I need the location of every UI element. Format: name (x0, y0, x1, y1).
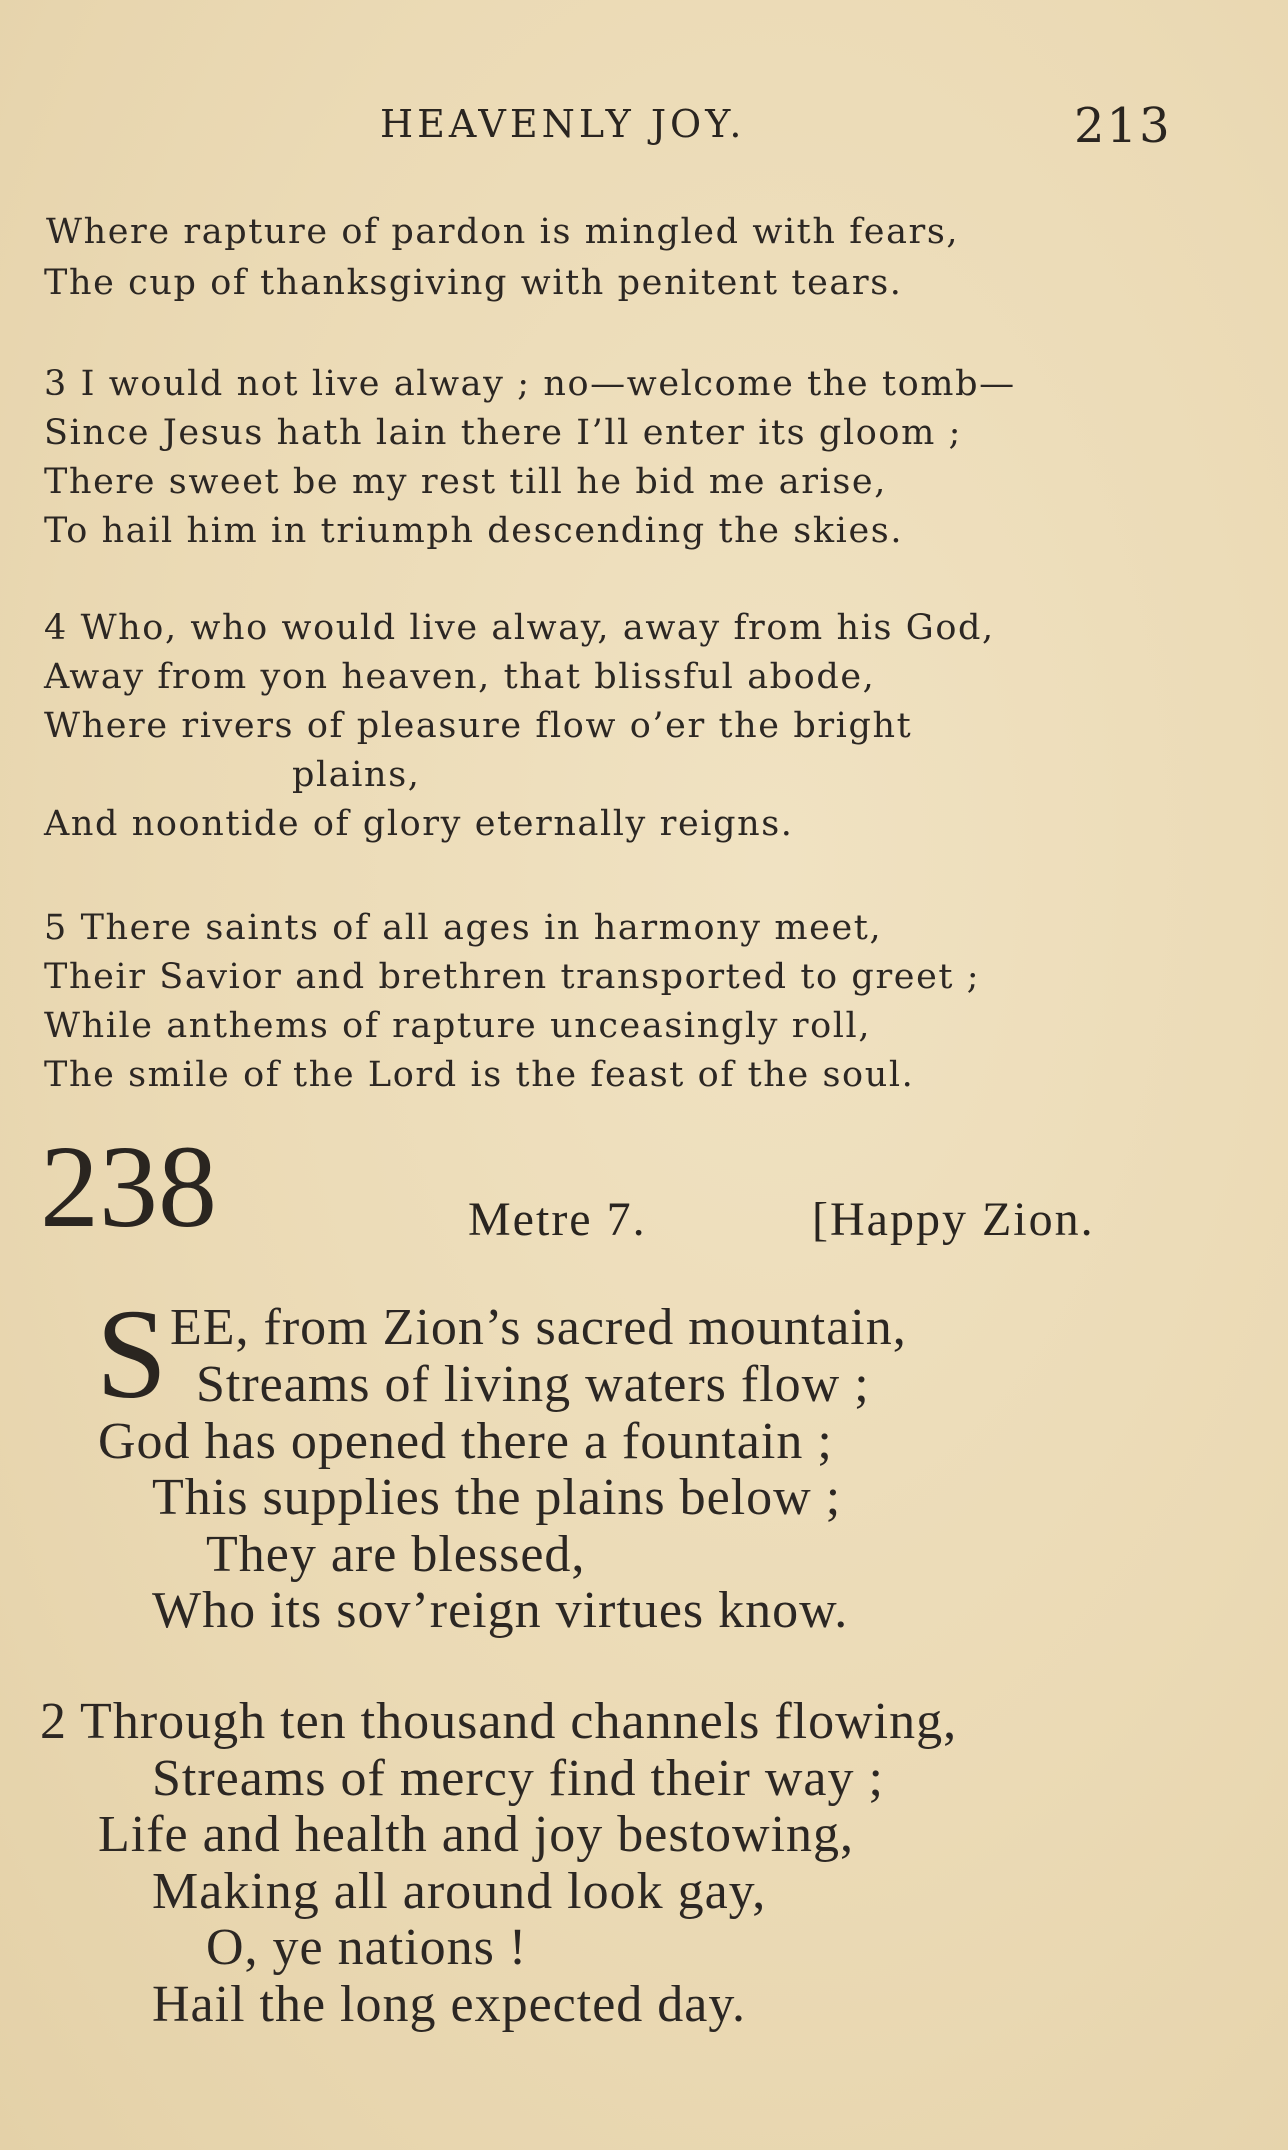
verse-line: Since Jesus hath lain there I’ll enter its gloom ; (44, 413, 962, 453)
verse-line: Who its sov’reign virtues know. (152, 1582, 849, 1639)
verse-line: There sweet be my rest till he bid me arise, (44, 462, 887, 502)
verse-line: Hail the long expected day. (152, 1976, 746, 2033)
verse-line: Making all around look gay, (152, 1863, 767, 1920)
verse-line: While anthems of rapture unceasingly roll, (44, 1006, 872, 1046)
verse-line: Where rapture of pardon is mingled with fears, (46, 212, 960, 252)
verse-line: Away from yon heaven, that blissful abode, (44, 657, 876, 697)
verse-line: The cup of thanksgiving with penitent tears. (44, 263, 903, 303)
verse-line: To hail him in triumph descending the skies. (44, 511, 904, 551)
verse-line: And noontide of glory eternally reigns. (44, 804, 794, 844)
verse-line: They are blessed, (206, 1526, 586, 1583)
page-number: 213 (1074, 98, 1172, 154)
verse-line: This supplies the plains below ; (152, 1469, 842, 1526)
verse-line: Streams of living waters flow ; (196, 1356, 870, 1413)
verse-line: God has opened there a fountain ; (98, 1413, 833, 1470)
verse-line: 4 Who, who would live alway, away from his God, (44, 608, 995, 648)
metre-word: Metre (468, 1193, 593, 1246)
hymn-number: 238 (40, 1121, 217, 1252)
verse-line: 5 There saints of all ages in harmony meet, (44, 908, 883, 948)
verse-line: O, ye nations ! (206, 1919, 528, 1976)
drop-cap: S (96, 1283, 168, 1425)
running-header: HEAVENLY JOY. (380, 102, 746, 146)
verse-line: Streams of mercy find their way ; (152, 1750, 884, 1807)
verse-line: The smile of the Lord is the feast of the soul. (44, 1055, 915, 1095)
verse-line: Their Savior and brethren transported to greet ; (44, 957, 981, 997)
verse-line: 2 Through ten thousand channels flowing, (40, 1693, 958, 1750)
verse-line: plains, (292, 755, 421, 795)
tune-name: [Happy Zion. (812, 1193, 1095, 1246)
verse-line: EE, from Zion’s sacred mountain, (170, 1299, 907, 1356)
verse-line: Where rivers of pleasure flow o’er the bright (44, 706, 913, 746)
metre-number: 7. (606, 1193, 647, 1246)
verse-line: Life and health and joy bestowing, (98, 1806, 855, 1863)
verse-line: 3 I would not live alway ; no—welcome the tomb— (44, 364, 1016, 404)
metre-label (468, 1192, 647, 1247)
